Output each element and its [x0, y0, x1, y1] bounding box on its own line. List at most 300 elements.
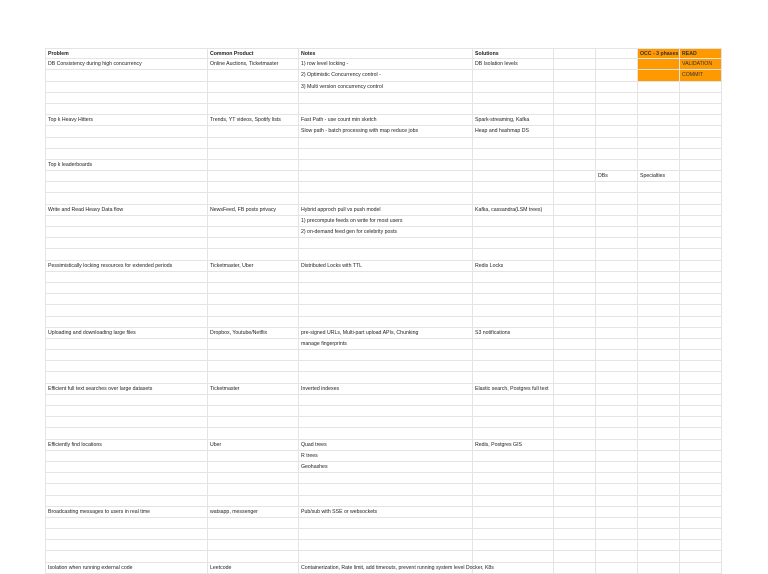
header-cell[interactable]: Notes [299, 48, 473, 59]
table-cell[interactable] [45, 104, 208, 115]
table-cell[interactable] [596, 551, 638, 562]
table-cell[interactable] [638, 372, 680, 383]
table-cell[interactable] [638, 272, 680, 283]
table-cell[interactable] [208, 317, 299, 328]
table-cell[interactable] [638, 182, 680, 193]
table-cell[interactable] [208, 496, 299, 507]
table-cell[interactable] [680, 160, 722, 171]
table-cell[interactable] [554, 160, 596, 171]
table-cell[interactable] [45, 182, 208, 193]
table-cell[interactable] [473, 182, 554, 193]
table-cell[interactable] [554, 384, 596, 395]
table-cell[interactable] [473, 451, 554, 462]
table-cell[interactable] [638, 149, 680, 160]
table-cell[interactable] [638, 305, 680, 316]
table-cell[interactable] [680, 261, 722, 272]
table-cell[interactable] [208, 227, 299, 238]
table-cell[interactable] [554, 70, 596, 81]
table-cell[interactable] [299, 417, 473, 428]
table-cell[interactable] [554, 216, 596, 227]
table-cell[interactable] [554, 563, 596, 574]
table-cell[interactable] [473, 82, 554, 93]
table-cell[interactable] [473, 540, 554, 551]
table-cell[interactable] [554, 529, 596, 540]
table-cell[interactable]: DB Isolation levels [473, 59, 554, 70]
table-cell[interactable] [554, 540, 596, 551]
table-cell[interactable]: manage fingerprints [299, 339, 473, 350]
table-cell[interactable] [596, 462, 638, 473]
table-cell[interactable]: Uploading and downloading large files [45, 328, 208, 339]
table-cell[interactable] [680, 149, 722, 160]
table-cell[interactable]: Specialties [638, 171, 680, 182]
table-cell[interactable] [680, 171, 722, 182]
table-cell[interactable] [473, 160, 554, 171]
table-cell[interactable] [208, 138, 299, 149]
table-cell[interactable] [473, 193, 554, 204]
table-cell[interactable] [45, 193, 208, 204]
table-cell[interactable] [596, 261, 638, 272]
table-cell[interactable] [473, 216, 554, 227]
table-cell[interactable] [473, 249, 554, 260]
table-cell[interactable] [473, 473, 554, 484]
table-cell[interactable] [473, 227, 554, 238]
table-cell[interactable]: Redis, Postgres GIS [473, 440, 554, 451]
table-cell[interactable] [45, 249, 208, 260]
table-cell[interactable] [554, 182, 596, 193]
header-cell[interactable]: OCC - 3 phases [638, 48, 680, 59]
table-cell[interactable]: Kafka, cassandra(LSM trees) [473, 205, 554, 216]
table-cell[interactable] [596, 193, 638, 204]
table-cell[interactable] [680, 384, 722, 395]
table-cell[interactable] [680, 126, 722, 137]
table-cell[interactable] [45, 529, 208, 540]
table-cell[interactable] [208, 182, 299, 193]
table-cell[interactable] [554, 283, 596, 294]
table-cell[interactable]: Leetcode [208, 563, 299, 574]
table-cell[interactable]: COMMIT [680, 70, 722, 81]
table-cell[interactable] [596, 529, 638, 540]
table-cell[interactable] [680, 395, 722, 406]
table-cell[interactable] [208, 551, 299, 562]
table-cell[interactable] [596, 350, 638, 361]
table-cell[interactable] [638, 395, 680, 406]
table-cell[interactable] [554, 440, 596, 451]
table-cell[interactable] [554, 473, 596, 484]
table-cell[interactable] [299, 305, 473, 316]
table-cell[interactable] [554, 205, 596, 216]
table-cell[interactable] [680, 417, 722, 428]
table-cell[interactable] [638, 540, 680, 551]
table-cell[interactable] [473, 93, 554, 104]
table-cell[interactable] [680, 249, 722, 260]
table-cell[interactable] [638, 496, 680, 507]
table-cell[interactable] [680, 518, 722, 529]
table-cell[interactable]: Pub/sub with SSE or websockets [299, 507, 473, 518]
table-cell[interactable]: Elastic search, Postgres full text [473, 384, 554, 395]
table-cell[interactable] [638, 406, 680, 417]
table-cell[interactable] [208, 283, 299, 294]
table-cell[interactable] [638, 462, 680, 473]
table-cell[interactable] [299, 193, 473, 204]
table-cell[interactable] [596, 428, 638, 439]
table-cell[interactable]: Top k leaderboards [45, 160, 208, 171]
table-cell[interactable] [680, 451, 722, 462]
table-cell[interactable] [638, 59, 680, 70]
table-cell[interactable] [208, 339, 299, 350]
table-cell[interactable]: Top k Heavy Hitters [45, 115, 208, 126]
table-cell[interactable] [45, 238, 208, 249]
table-cell[interactable] [680, 115, 722, 126]
table-cell[interactable]: pre-signed URLs, Multi-part upload APIs, Chunking [299, 328, 473, 339]
header-cell[interactable]: Common Product [208, 48, 299, 59]
table-cell[interactable] [45, 126, 208, 137]
table-cell[interactable] [208, 462, 299, 473]
table-cell[interactable] [554, 261, 596, 272]
table-cell[interactable] [596, 496, 638, 507]
table-cell[interactable]: Fast Path - use count min sketch [299, 115, 473, 126]
table-cell[interactable] [554, 451, 596, 462]
table-cell[interactable] [473, 138, 554, 149]
table-cell[interactable] [45, 70, 208, 81]
table-cell[interactable] [473, 462, 554, 473]
table-cell[interactable] [299, 518, 473, 529]
table-cell[interactable] [638, 160, 680, 171]
table-cell[interactable] [208, 82, 299, 93]
header-cell[interactable]: Solutions [473, 48, 554, 59]
table-cell[interactable] [473, 361, 554, 372]
table-cell[interactable] [299, 149, 473, 160]
table-cell[interactable] [596, 160, 638, 171]
table-cell[interactable] [299, 395, 473, 406]
table-cell[interactable] [473, 428, 554, 439]
table-cell[interactable]: Trends, YT videos, Spotify lists [208, 115, 299, 126]
table-cell[interactable] [208, 518, 299, 529]
table-cell[interactable]: 2) on-demand feed gen for celebrity posts [299, 227, 473, 238]
table-cell[interactable] [638, 473, 680, 484]
table-cell[interactable] [680, 563, 722, 574]
table-cell[interactable] [208, 428, 299, 439]
table-cell[interactable] [299, 317, 473, 328]
table-cell[interactable] [638, 361, 680, 372]
table-cell[interactable] [554, 238, 596, 249]
table-cell[interactable] [208, 294, 299, 305]
table-cell[interactable] [208, 104, 299, 115]
table-cell[interactable] [638, 115, 680, 126]
table-cell[interactable] [638, 249, 680, 260]
table-cell[interactable] [208, 395, 299, 406]
table-cell[interactable] [45, 350, 208, 361]
table-cell[interactable] [680, 462, 722, 473]
table-cell[interactable] [299, 473, 473, 484]
table-cell[interactable] [680, 440, 722, 451]
table-cell[interactable] [638, 440, 680, 451]
table-cell[interactable] [208, 238, 299, 249]
table-cell[interactable] [596, 339, 638, 350]
table-cell[interactable] [208, 350, 299, 361]
table-cell[interactable] [45, 462, 208, 473]
table-cell[interactable] [680, 93, 722, 104]
table-cell[interactable] [45, 417, 208, 428]
table-cell[interactable] [45, 406, 208, 417]
table-cell[interactable] [554, 395, 596, 406]
table-cell[interactable] [299, 249, 473, 260]
table-cell[interactable] [45, 372, 208, 383]
header-cell[interactable] [596, 48, 638, 59]
table-cell[interactable] [680, 406, 722, 417]
table-cell[interactable] [208, 361, 299, 372]
table-cell[interactable] [45, 93, 208, 104]
table-cell[interactable] [45, 305, 208, 316]
table-cell[interactable] [473, 372, 554, 383]
table-cell[interactable] [554, 361, 596, 372]
table-cell[interactable] [638, 484, 680, 495]
table-cell[interactable] [45, 428, 208, 439]
table-cell[interactable]: Uber [208, 440, 299, 451]
table-cell[interactable] [554, 317, 596, 328]
table-cell[interactable]: Isolation when running external code [45, 563, 208, 574]
table-cell[interactable] [473, 406, 554, 417]
table-cell[interactable] [680, 350, 722, 361]
table-cell[interactable] [638, 227, 680, 238]
table-cell[interactable]: Heap and hashmap DS [473, 126, 554, 137]
table-cell[interactable] [638, 283, 680, 294]
table-cell[interactable] [596, 484, 638, 495]
table-cell[interactable] [596, 70, 638, 81]
table-cell[interactable] [45, 540, 208, 551]
table-cell[interactable]: R trees [299, 451, 473, 462]
table-cell[interactable] [638, 238, 680, 249]
table-cell[interactable] [473, 70, 554, 81]
table-cell[interactable] [473, 317, 554, 328]
table-cell[interactable] [208, 149, 299, 160]
table-cell[interactable] [596, 82, 638, 93]
header-cell[interactable]: Problem [45, 48, 208, 59]
table-cell[interactable] [208, 484, 299, 495]
table-cell[interactable] [473, 104, 554, 115]
header-cell[interactable] [554, 48, 596, 59]
table-cell[interactable] [299, 496, 473, 507]
table-cell[interactable] [45, 551, 208, 562]
table-cell[interactable] [554, 193, 596, 204]
table-cell[interactable] [299, 238, 473, 249]
table-cell[interactable] [473, 149, 554, 160]
table-cell[interactable] [680, 328, 722, 339]
table-cell[interactable]: Spark-streaming, Kafka [473, 115, 554, 126]
table-cell[interactable] [473, 563, 554, 574]
table-cell[interactable] [680, 216, 722, 227]
table-cell[interactable] [638, 417, 680, 428]
table-cell[interactable] [596, 238, 638, 249]
table-cell[interactable] [473, 551, 554, 562]
table-cell[interactable] [596, 294, 638, 305]
table-cell[interactable] [299, 93, 473, 104]
table-cell[interactable] [596, 406, 638, 417]
table-cell[interactable]: 2) Optimistic Concurrency control - [299, 70, 473, 81]
table-cell[interactable] [554, 428, 596, 439]
table-cell[interactable] [299, 484, 473, 495]
table-cell[interactable] [680, 361, 722, 372]
table-cell[interactable] [299, 104, 473, 115]
table-cell[interactable]: Redis Locks [473, 261, 554, 272]
table-cell[interactable]: Ticketmaster, Uber [208, 261, 299, 272]
table-cell[interactable] [208, 529, 299, 540]
table-cell[interactable] [680, 529, 722, 540]
table-cell[interactable] [208, 272, 299, 283]
table-cell[interactable] [596, 126, 638, 137]
table-cell[interactable] [596, 227, 638, 238]
table-cell[interactable] [554, 82, 596, 93]
table-cell[interactable] [45, 361, 208, 372]
table-cell[interactable] [554, 496, 596, 507]
table-cell[interactable] [638, 82, 680, 93]
table-cell[interactable]: Hybrid approch pull vs push model [299, 205, 473, 216]
table-cell[interactable] [638, 507, 680, 518]
table-cell[interactable] [638, 294, 680, 305]
table-cell[interactable] [680, 428, 722, 439]
table-cell[interactable] [473, 171, 554, 182]
table-cell[interactable] [554, 249, 596, 260]
table-cell[interactable] [299, 540, 473, 551]
table-cell[interactable] [208, 126, 299, 137]
table-cell[interactable] [638, 138, 680, 149]
table-cell[interactable] [299, 372, 473, 383]
table-cell[interactable] [638, 518, 680, 529]
table-cell[interactable] [299, 283, 473, 294]
table-cell[interactable] [45, 272, 208, 283]
table-cell[interactable]: Quad trees [299, 440, 473, 451]
table-cell[interactable] [473, 518, 554, 529]
table-cell[interactable] [680, 104, 722, 115]
table-cell[interactable] [596, 395, 638, 406]
table-cell[interactable] [554, 104, 596, 115]
table-cell[interactable] [208, 160, 299, 171]
table-cell[interactable] [208, 305, 299, 316]
table-cell[interactable] [638, 70, 680, 81]
table-cell[interactable] [596, 104, 638, 115]
table-cell[interactable] [554, 350, 596, 361]
table-cell[interactable]: 1) precompute feeds on write for most users [299, 216, 473, 227]
table-cell[interactable] [638, 216, 680, 227]
table-cell[interactable] [554, 339, 596, 350]
table-cell[interactable] [680, 473, 722, 484]
table-cell[interactable] [554, 115, 596, 126]
table-cell[interactable] [638, 104, 680, 115]
table-cell[interactable] [473, 484, 554, 495]
table-cell[interactable] [638, 193, 680, 204]
table-cell[interactable]: Containerization, Rate limit, add timeouts, prevent running system level Docker, K8s [299, 563, 473, 574]
table-cell[interactable] [596, 93, 638, 104]
table-cell[interactable] [680, 272, 722, 283]
table-cell[interactable] [554, 149, 596, 160]
table-cell[interactable] [45, 294, 208, 305]
table-cell[interactable] [680, 496, 722, 507]
table-cell[interactable] [680, 138, 722, 149]
table-cell[interactable] [45, 518, 208, 529]
table-cell[interactable] [638, 339, 680, 350]
table-cell[interactable] [299, 294, 473, 305]
table-cell[interactable] [208, 406, 299, 417]
table-cell[interactable] [554, 462, 596, 473]
table-cell[interactable] [299, 406, 473, 417]
table-cell[interactable]: Geohashes [299, 462, 473, 473]
table-cell[interactable] [45, 216, 208, 227]
table-cell[interactable] [680, 193, 722, 204]
table-cell[interactable] [473, 496, 554, 507]
table-cell[interactable] [554, 294, 596, 305]
table-cell[interactable] [45, 317, 208, 328]
table-cell[interactable] [473, 395, 554, 406]
table-cell[interactable]: Pessimistically locking resources for extended periods [45, 261, 208, 272]
table-cell[interactable] [45, 283, 208, 294]
table-cell[interactable] [208, 473, 299, 484]
table-cell[interactable] [45, 171, 208, 182]
table-cell[interactable] [596, 540, 638, 551]
table-cell[interactable] [554, 372, 596, 383]
table-cell[interactable] [554, 551, 596, 562]
table-cell[interactable] [680, 238, 722, 249]
table-cell[interactable] [680, 507, 722, 518]
table-cell[interactable]: Online Auctions, Ticketmaster [208, 59, 299, 70]
table-cell[interactable] [45, 339, 208, 350]
table-cell[interactable] [299, 551, 473, 562]
table-cell[interactable] [638, 126, 680, 137]
table-cell[interactable] [596, 440, 638, 451]
table-cell[interactable] [554, 484, 596, 495]
table-cell[interactable] [680, 484, 722, 495]
table-cell[interactable] [299, 529, 473, 540]
table-cell[interactable] [208, 249, 299, 260]
table-cell[interactable] [680, 339, 722, 350]
table-cell[interactable]: VALIDATION [680, 59, 722, 70]
table-cell[interactable] [554, 328, 596, 339]
table-cell[interactable]: DB Consistency during high concurrency [45, 59, 208, 70]
table-cell[interactable] [680, 372, 722, 383]
table-cell[interactable] [596, 138, 638, 149]
table-cell[interactable] [554, 93, 596, 104]
table-cell[interactable] [596, 317, 638, 328]
table-cell[interactable] [299, 182, 473, 193]
table-cell[interactable] [473, 339, 554, 350]
table-cell[interactable] [596, 182, 638, 193]
table-cell[interactable] [596, 384, 638, 395]
table-cell[interactable] [473, 238, 554, 249]
table-cell[interactable] [596, 115, 638, 126]
table-cell[interactable] [45, 227, 208, 238]
table-cell[interactable] [45, 451, 208, 462]
table-cell[interactable] [596, 361, 638, 372]
table-cell[interactable]: Write and Read Heavy Data flow [45, 205, 208, 216]
table-cell[interactable] [554, 272, 596, 283]
table-cell[interactable] [596, 305, 638, 316]
table-cell[interactable] [473, 529, 554, 540]
table-cell[interactable] [208, 216, 299, 227]
table-cell[interactable] [554, 227, 596, 238]
table-cell[interactable] [596, 473, 638, 484]
table-cell[interactable] [596, 249, 638, 260]
table-cell[interactable] [554, 126, 596, 137]
table-cell[interactable] [596, 507, 638, 518]
table-cell[interactable] [299, 361, 473, 372]
table-cell[interactable] [45, 395, 208, 406]
table-cell[interactable] [45, 484, 208, 495]
header-cell[interactable]: READ [680, 48, 722, 59]
table-cell[interactable] [596, 272, 638, 283]
table-cell[interactable] [596, 59, 638, 70]
table-cell[interactable] [45, 496, 208, 507]
table-cell[interactable]: Inverted indexes [299, 384, 473, 395]
table-cell[interactable] [680, 540, 722, 551]
table-cell[interactable] [45, 149, 208, 160]
